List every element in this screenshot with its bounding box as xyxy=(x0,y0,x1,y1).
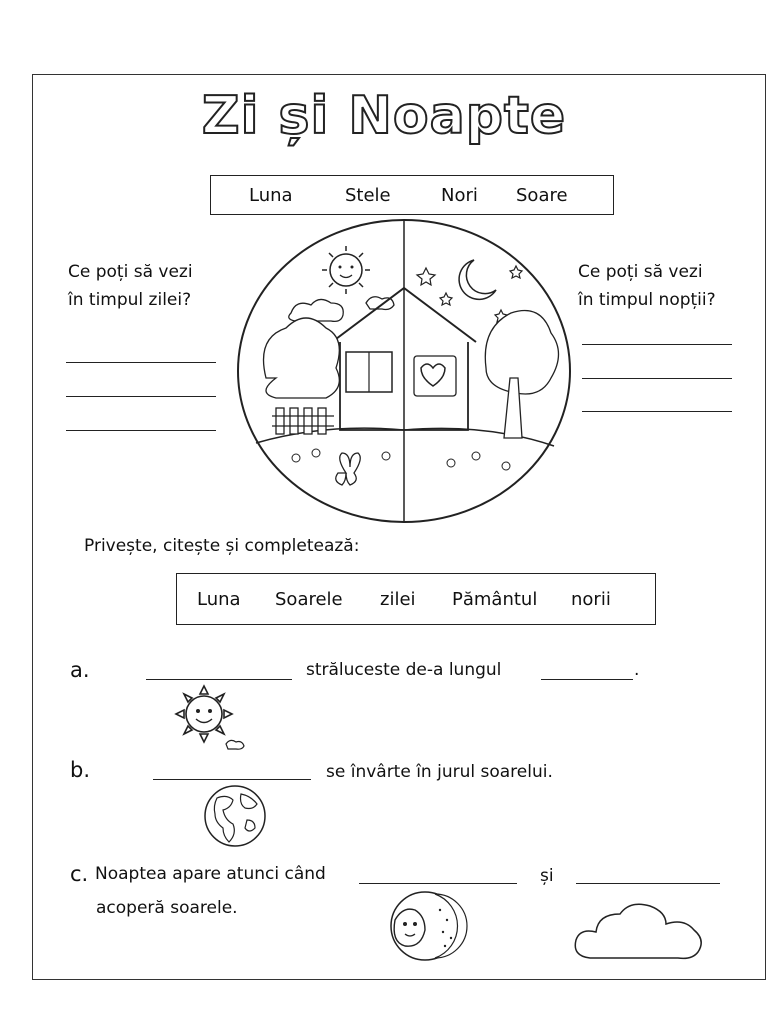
sun-icon xyxy=(164,682,250,752)
word-bank-top xyxy=(210,175,614,215)
item-b-label: b. xyxy=(70,758,91,782)
instruction-text: Privește, citește și completează: xyxy=(84,536,360,556)
word-bank-item: zilei xyxy=(380,588,416,610)
answer-line-night[interactable] xyxy=(582,411,732,412)
word-bank-item: Soarele xyxy=(275,588,343,610)
word-bank-bottom xyxy=(176,573,656,625)
moon-icon xyxy=(385,890,465,962)
item-c-and: și xyxy=(540,866,554,886)
item-c-text: Noaptea apare atunci când xyxy=(95,864,326,884)
page-title: Zi și Noapte xyxy=(201,86,567,146)
question-night: Ce poți să vezi în timpul nopții? xyxy=(578,262,716,310)
answer-line-a1[interactable] xyxy=(146,679,292,680)
answer-line-c2[interactable] xyxy=(576,883,720,884)
word-bank-item: norii xyxy=(571,588,611,610)
answer-line-night[interactable] xyxy=(582,378,732,379)
earth-icon xyxy=(203,784,267,848)
word-bank-item: Stele xyxy=(345,184,391,206)
answer-line-day[interactable] xyxy=(66,430,216,431)
word-bank-item: Nori xyxy=(441,184,478,206)
word-bank-item: Luna xyxy=(249,184,293,206)
answer-line-c1[interactable] xyxy=(359,883,517,884)
answer-line-b[interactable] xyxy=(153,779,311,780)
answer-line-night[interactable] xyxy=(582,344,732,345)
cloud-icon xyxy=(570,900,720,964)
question-day: Ce poți să vezi în timpul zilei? xyxy=(68,262,193,310)
word-bank-item: Pământul xyxy=(452,588,538,610)
item-c-text-line2: acoperă soarele. xyxy=(96,898,238,918)
answer-line-a2[interactable] xyxy=(541,679,633,680)
item-c-label: c. xyxy=(70,862,89,886)
item-a-text: străluceste de-a lungul xyxy=(306,660,502,680)
house-illustration xyxy=(236,218,572,524)
answer-line-day[interactable] xyxy=(66,396,216,397)
word-bank-item: Soare xyxy=(516,184,568,206)
item-b-text: se învârte în jurul soarelui. xyxy=(326,762,553,782)
answer-line-day[interactable] xyxy=(66,362,216,363)
item-a-end: . xyxy=(634,660,640,680)
word-bank-item: Luna xyxy=(197,588,241,610)
item-a-label: a. xyxy=(70,658,90,682)
